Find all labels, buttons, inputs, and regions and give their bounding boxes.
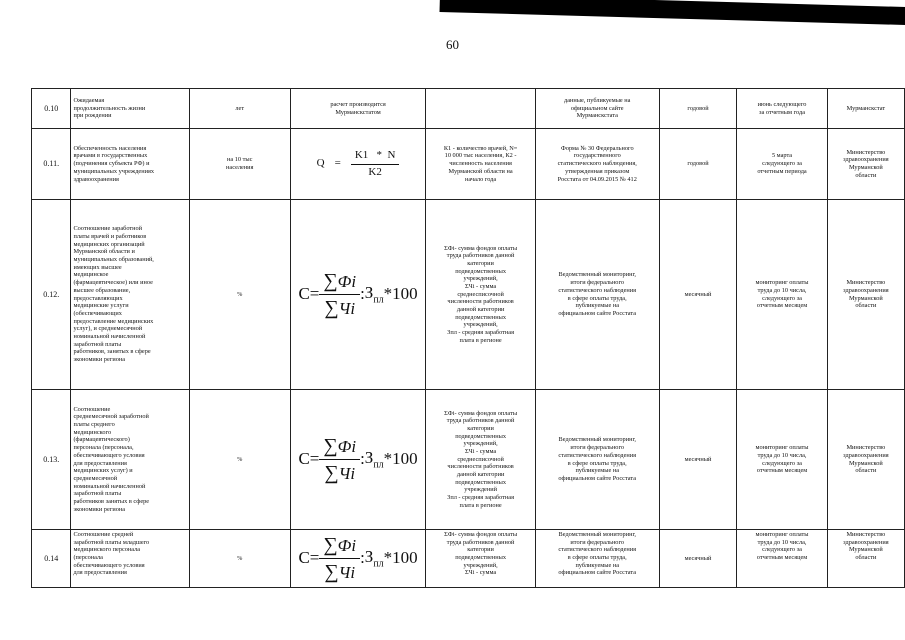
- formula-eq: =: [334, 157, 341, 170]
- responsible: Мурманскстат: [827, 89, 904, 129]
- formula-fraction: [319, 533, 360, 585]
- row-number: 0.12.: [32, 200, 71, 390]
- formula-denominator: ∑Чi: [324, 462, 356, 484]
- deadline: июнь следующего за отчетным года: [737, 89, 827, 129]
- periodicity: месячный: [659, 530, 737, 588]
- formula-cell: [290, 200, 426, 390]
- responsible: Министерство здравоохранения Мурманской области: [827, 129, 904, 200]
- definitions: ΣФi- сумма фондов оплаты труда работников данной категории подведомственных учреждений, ΣЧi - сумма среднесписочной численности работников данной категории подведомственных учреждений Зпл - средняя заработная плата в регионе: [426, 390, 535, 530]
- formula-colon: :: [360, 548, 365, 568]
- formula-zpl: $З_{пл}$: [364, 447, 384, 471]
- formula-eq: =: [309, 449, 320, 469]
- row-number: 0.11.: [32, 129, 71, 200]
- deadline: мониторинг оплаты труда до 10 числа, следующего за отчетным месяцем: [737, 200, 827, 390]
- formula-numerator: ∑Фi: [319, 533, 360, 559]
- responsible: Министерство здравоохранения Мурманской области: [827, 530, 904, 588]
- formula-numerator: ∑Фi: [319, 269, 360, 295]
- unit: %: [189, 390, 290, 530]
- table-row: [32, 390, 905, 530]
- formula-lhs: C: [298, 548, 310, 568]
- formula-q: [293, 149, 424, 179]
- formula-c: [293, 434, 424, 486]
- data-source: Ведомственный мониторинг, итоги федерального статистического наблюдения в сфере оплаты труда, публикуемые на официальном сайте Росстата: [535, 530, 659, 588]
- formula-cell: [290, 129, 426, 200]
- formula-tail: *100: [383, 548, 418, 568]
- unit: %: [189, 530, 290, 588]
- indicator-name: Соотношение средней заработной платы младшего медицинского персонала (персонала обеспечивающего условия для предоставления: [71, 530, 189, 588]
- scan-edge-artifact: [439, 0, 905, 25]
- indicator-name: Соотношение заработной платы врачей и работников медицинских организаций Мурманской области и муниципальных образований, имеющих высшее медицинское (фармацевтическое) или иное высшее образование, предоставляющих медицинские услуги (обеспечивающих предоставление медицинских услуг), и среднемесячной номинальной начисленной заработной платы работников, занятых в сфере экономики региона: [71, 200, 189, 390]
- formula-fraction: [319, 269, 360, 321]
- formula-c: [293, 533, 424, 585]
- unit: лет: [189, 89, 290, 129]
- data-source: Ведомственный мониторинг, итоги федерального статистического наблюдения в сфере оплаты труда, публикуемые на официальном сайте Росстата: [535, 200, 659, 390]
- formula-eq: =: [309, 284, 320, 304]
- definitions: ΣФi- сумма фондов оплаты труда работников данной категории подведомственных учреждений, ΣЧi - сумма среднесписочной численности работников данной категории подведомственных учреждений, Зпл - средняя заработная плата в регионе: [426, 200, 535, 390]
- formula-colon: :: [360, 449, 365, 469]
- data-source: данные, публикуемые на официальном сайте Мурманскстата: [535, 89, 659, 129]
- periodicity: годовой: [659, 129, 737, 200]
- indicator-name: Соотношение среднемесячной заработной платы среднего медицинского (фармацевтического) персонала (персонала, обеспечивающего условия для предоставления медицинских услуг) и среднемесячной номинальной начисленной заработной платы работников занятых в сфере экономики региона: [71, 390, 189, 530]
- responsible: Министерство здравоохранения Мурманской области: [827, 390, 904, 530]
- formula-fraction: [319, 434, 360, 486]
- indicators-table: [31, 88, 905, 588]
- formula-tail: *100: [383, 449, 418, 469]
- row-number: 0.13.: [32, 390, 71, 530]
- formula-cell: [290, 530, 426, 588]
- table-row: [32, 200, 905, 390]
- formula-lhs: C: [298, 449, 310, 469]
- deadline: мониторинг оплаты труда до 10 числа, следующего за отчетным месяцем: [737, 390, 827, 530]
- formula-numerator: ∑Фi: [319, 434, 360, 460]
- formula-fraction: [351, 149, 400, 179]
- definitions: К1 - количество врачей, N= 10 000 тыс населения, К2 - численность населения Мурманской области на начало года: [426, 129, 535, 200]
- formula-numerator: K1 * N: [351, 149, 400, 164]
- formula-c: [293, 269, 424, 321]
- row-number: 0.10: [32, 89, 71, 129]
- table-row: [32, 89, 905, 129]
- formula-eq: =: [309, 548, 320, 568]
- indicator-name: Обеспеченность населения врачами в государственных (подчинения субъекта РФ) и муниципальных учреждениях здравоохранения: [71, 129, 189, 200]
- periodicity: месячный: [659, 390, 737, 530]
- unit: на 10 тыс населения: [189, 129, 290, 200]
- calculation-method: расчет производится Мурманскстатом: [290, 89, 426, 129]
- formula-tail: *100: [383, 284, 418, 304]
- unit: %: [189, 200, 290, 390]
- formula-lhs: Q: [316, 157, 325, 170]
- responsible: Министерство здравоохранения Мурманской области: [827, 200, 904, 390]
- formula-denominator: K2: [368, 165, 382, 178]
- formula-zpl: $З_{пл}$: [364, 546, 384, 570]
- definitions: ΣФi- сумма фондов оплаты труда работников данной категории подведомственных учреждений, ΣЧi - сумма: [426, 530, 535, 588]
- data-source: Ведомственный мониторинг, итоги федерального статистического наблюдения в сфере оплаты труда, публикуемые на официальном сайте Росстата: [535, 390, 659, 530]
- formula-cell: [290, 390, 426, 530]
- table-row: [32, 129, 905, 200]
- formula-zpl: $З_{пл}$: [364, 282, 384, 306]
- formula-denominator: ∑Чi: [324, 297, 356, 319]
- definitions: [426, 89, 535, 129]
- deadline: 5 марта следующего за отчетным периода: [737, 129, 827, 200]
- formula-lhs: C: [298, 284, 310, 304]
- data-source: Форма № 30 Федерального государственного статистического наблюдения, утвержденная приказом Росстата от 04.09.2015 № 412: [535, 129, 659, 200]
- deadline: мониторинг оплаты труда до 10 числа, следующего за отчетным месяцем: [737, 530, 827, 588]
- periodicity: годовой: [659, 89, 737, 129]
- formula-colon: :: [360, 284, 365, 304]
- row-number: 0.14: [32, 530, 71, 588]
- indicator-name: Ожидаемая продолжительность жизни при рождении: [71, 89, 189, 129]
- formula-denominator: ∑Чi: [324, 561, 356, 583]
- periodicity: месячный: [659, 200, 737, 390]
- page-number: 60: [446, 37, 459, 52]
- table-row: [32, 530, 905, 588]
